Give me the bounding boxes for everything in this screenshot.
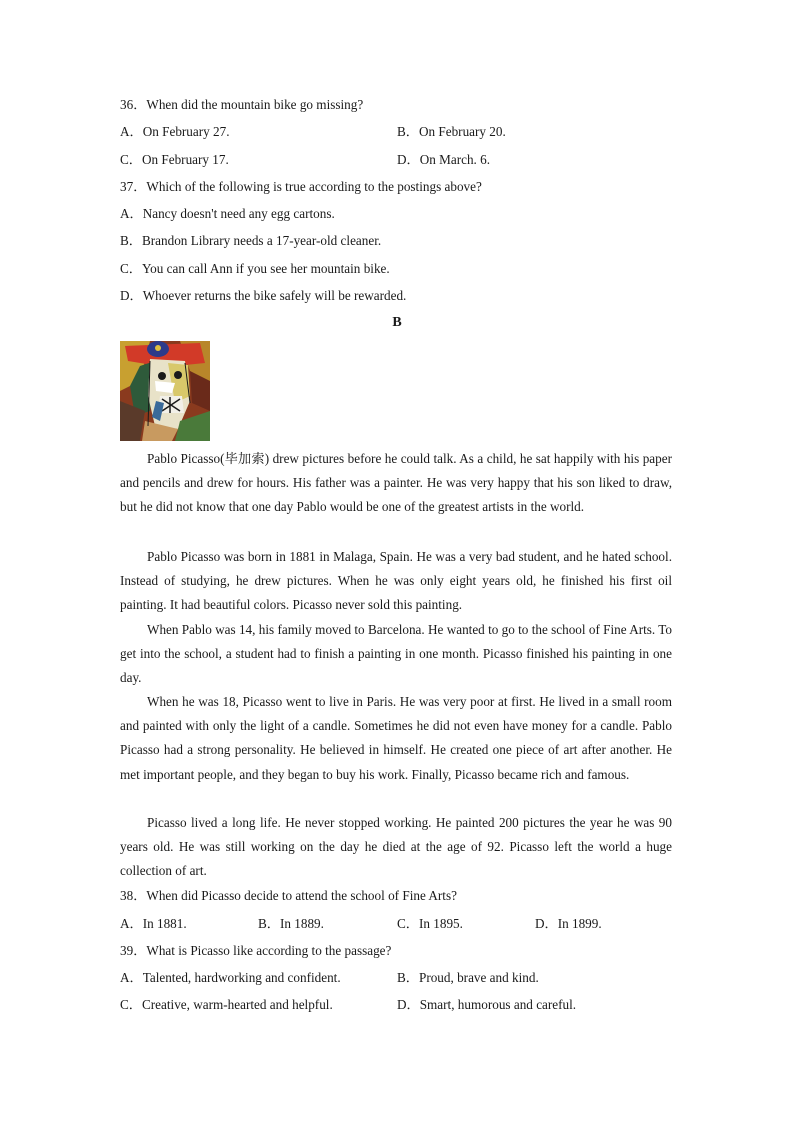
q38-option-b: B．In 1889. <box>258 916 324 931</box>
passage-paragraph-3: When Pablo was 14, his family moved to Barcelona. He wanted to go to the school of Fine Arts. To get into the school, a student had to finish a painting in one month. Picasso finished his painting in one day. <box>120 622 672 686</box>
q39-stem: 39．What is Picasso like according to the passage? <box>120 943 392 958</box>
q36-option-c: C．On February 17. <box>120 152 229 167</box>
q38-stem: 38．When did Picasso decide to attend the school of Fine Arts? <box>120 888 457 903</box>
q37-option-b: B．Brandon Library needs a 17-year-old cleaner. <box>120 233 382 248</box>
q37-option-c: C．You can call Ann if you see her mountain bike. <box>120 261 390 276</box>
passage-paragraph-5: Picasso lived a long life. He never stopped working. He painted 200 pictures the year he was 90 years old. He was still working on the day he died at the age of 92. Picasso left the world a huge collection of art. <box>120 815 672 879</box>
q37-option-d: D．Whoever returns the bike safely will be rewarded. <box>120 288 407 303</box>
q39-option-d: D．Smart, humorous and careful. <box>397 997 577 1012</box>
picasso-painting-image <box>120 341 210 441</box>
q39-option-c: C．Creative, warm-hearted and helpful. <box>120 997 333 1012</box>
q37-stem: 37．Which of the following is true according to the postings above? <box>120 179 482 194</box>
q36-stem: 36．When did the mountain bike go missing? <box>120 97 364 112</box>
q39-option-a: A．Talented, hardworking and confident. <box>120 970 341 985</box>
q37-option-a: A．Nancy doesn't need any egg cartons. <box>120 206 335 221</box>
q39-option-b: B．Proud, brave and kind. <box>397 970 539 985</box>
section-heading-b: B <box>392 315 402 330</box>
passage-paragraph-2: Pablo Picasso was born in 1881 in Malaga, Spain. He was a very bad student, and he hated school. Instead of studying, he drew pictures. When he was only eight years old, he finished his first oil painting. It had beautiful colors. Picasso never sold this painting. <box>120 549 672 613</box>
passage-paragraph-1: Pablo Picasso(毕加索) drew pictures before he could talk. As a child, he sat happily with his paper and pencils and drew for hours. His father was a painter. He was very happy that his son liked to draw, but he did not know that one day Pablo would be one of the greatest artists in the world. <box>120 451 672 515</box>
passage-paragraph-4: When he was 18, Picasso went to live in Paris. He was very poor at first. He lived in a small room and painted with only the light of a candle. Sometimes he did not even have money for a candle. Pablo Picasso had a strong personality. He believed in himself. He created one piece of art after another. He met important people, and they began to buy his work. Finally, Picasso became rich and famous. <box>120 694 672 782</box>
q38-option-a: A．In 1881. <box>120 916 187 931</box>
q36-option-a: A．On February 27. <box>120 124 230 139</box>
q36-option-d: D．On March. 6. <box>397 152 491 167</box>
q36-option-b: B．On February 20. <box>397 124 506 139</box>
q38-option-d: D．In 1899. <box>535 916 602 931</box>
q38-option-c: C．In 1895. <box>397 916 463 931</box>
